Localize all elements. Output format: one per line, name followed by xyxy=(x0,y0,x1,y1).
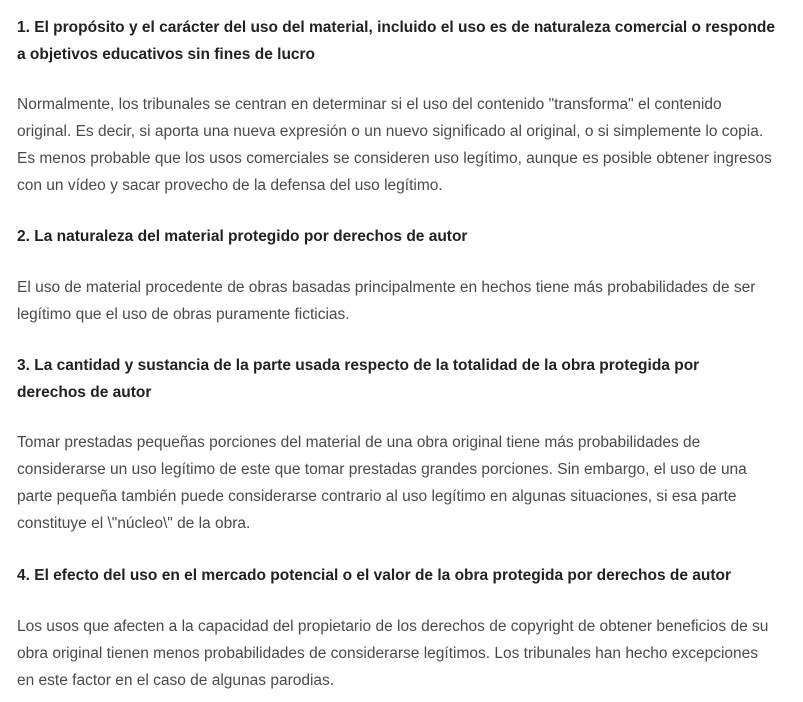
section-heading-amount-and-substantiality: 3. La cantidad y sustancia de la parte usada respecto de la totalidad de la obra protegida por derechos de autor xyxy=(17,357,700,401)
section-body-market-effect: Los usos que afecten a la capacidad del propietario de los derechos de copyright de obtener beneficios de su obra original tienen menos probabilidades de considerarse legítimos. Los tribunales han hecho excepciones en este factor en el caso de algunas parodias. xyxy=(17,618,769,689)
section-heading-purpose-and-character: 1. El propósito y el carácter del uso del material, incluido el uso es de naturaleza comercial o responde a objetivos educativos sin fines de lucro xyxy=(17,19,776,63)
section-body-purpose-and-character: Normalmente, los tribunales se centran en determinar si el uso del contenido "transforma" el contenido original. Es decir, si aporta una nueva expresión o un nuevo significado al original, o si simplemente lo copia. Es menos probable que los usos comerciales se consideren uso legítimo, aunque es posible obtener ingresos con un vídeo y sacar provecho de la defensa del uso legítimo. xyxy=(17,96,772,194)
section-heading-market-effect: 4. El efecto del uso en el mercado potencial o el valor de la obra protegida por derechos de autor xyxy=(17,567,732,584)
section-body-nature-of-work: El uso de material procedente de obras basadas principalmente en hechos tiene más probabilidades de ser legítimo que el uso de obras puramente ficticias. xyxy=(17,279,756,323)
section-body-amount-and-substantiality: Tomar prestadas pequeñas porciones del material de una obra original tiene más probabilidades de considerarse un uso legítimo de este que tomar prestadas grandes porciones. Sin embargo, el uso de una parte pequeña también puede considerarse contrario al uso legítimo en algunas situaciones, si esa parte constituye el \"núcleo\" de la obra. xyxy=(17,434,747,532)
section-heading-nature-of-work: 2. La naturaleza del material protegido por derechos de autor xyxy=(17,228,468,245)
